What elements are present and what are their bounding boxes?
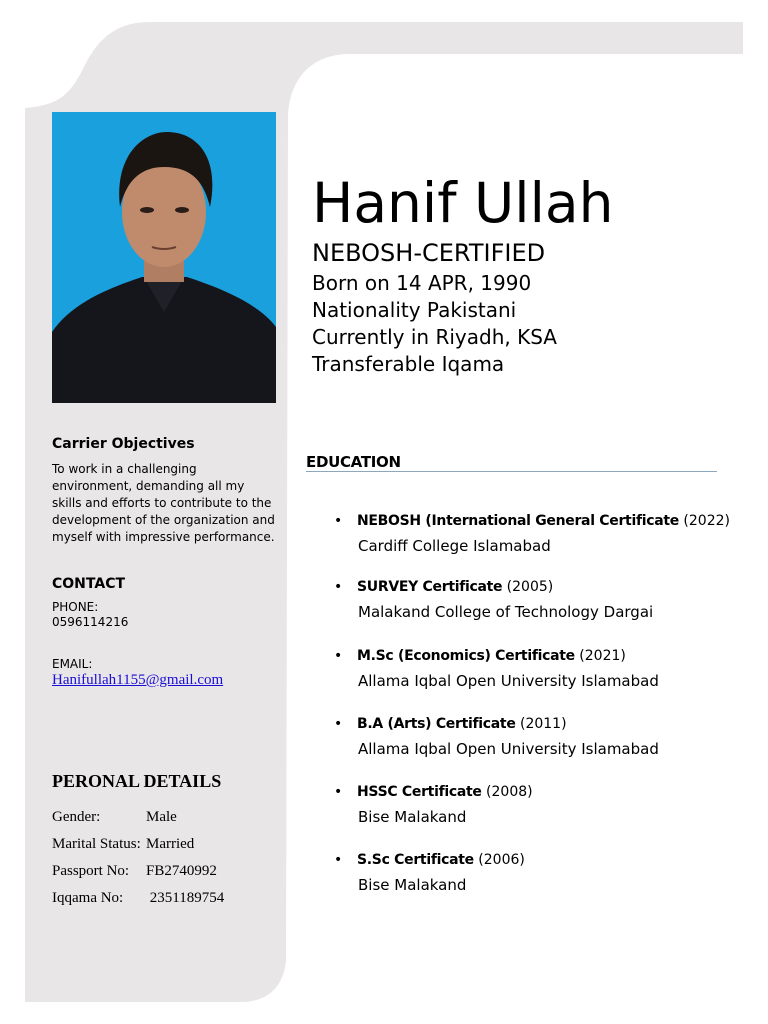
- institution: Bise Malakand: [358, 808, 467, 826]
- education-item: [334, 852, 734, 894]
- bullet-icon: •: [334, 648, 343, 664]
- nationality: Nationality Pakistani: [312, 298, 517, 322]
- bullet-icon: •: [334, 784, 343, 800]
- personal-label: Gender:: [52, 809, 101, 825]
- certificate-name: B.A (Arts) Certificate: [357, 716, 516, 732]
- certificate-name: HSSC Certificate: [357, 784, 482, 800]
- objectives-heading: Carrier Objectives: [52, 436, 195, 452]
- personal-summary: [312, 270, 557, 378]
- personal-value: Male: [146, 809, 177, 825]
- certificate-year: (2008): [481, 784, 533, 800]
- profile-photo: [52, 112, 276, 403]
- education-item: [334, 784, 734, 826]
- bullet-icon: •: [334, 716, 343, 732]
- certificate-year: (2022): [678, 513, 730, 529]
- personal-value: Married: [146, 836, 195, 852]
- personal-label: Marital Status:: [52, 836, 141, 852]
- certificate-name: NEBOSH (International General Certificate: [357, 513, 679, 529]
- personal-label: Passport No:: [52, 863, 130, 879]
- certificate-name: M.Sc (Economics) Certificate: [357, 648, 575, 664]
- person-portrait-icon: [52, 112, 276, 403]
- institution: Cardiff College Islamabad: [358, 537, 551, 555]
- certificate-year: (2006): [473, 852, 525, 868]
- personal-value: FB2740992: [146, 863, 217, 879]
- institution: Malakand College of Technology Dargai: [358, 603, 654, 621]
- bullet-icon: •: [334, 513, 343, 529]
- current-location: Currently in Riyadh, KSA: [312, 325, 557, 349]
- personal-row-passport: [52, 863, 217, 880]
- education-item: [334, 648, 734, 690]
- certificate-name: S.Sc Certificate: [357, 852, 474, 868]
- institution: Allama Iqbal Open University Islamabad: [358, 672, 659, 690]
- education-divider: [306, 471, 717, 472]
- certificate-name: SURVEY Certificate: [357, 579, 503, 595]
- institution: Bise Malakand: [358, 876, 467, 894]
- personal-label: Iqqama No:: [52, 890, 124, 906]
- personal-value: 2351189754: [146, 890, 225, 906]
- iqama-status: Transferable Iqama: [312, 352, 505, 376]
- personal-row-gender: [52, 809, 177, 826]
- email-label: EMAIL:: [52, 657, 93, 671]
- professional-title: NEBOSH-CERTIFIED: [312, 239, 546, 267]
- education-item: [334, 579, 734, 621]
- bullet-icon: •: [334, 852, 343, 868]
- certificate-year: (2011): [515, 716, 567, 732]
- full-name: Hanif Ullah: [312, 171, 614, 235]
- education-item: [334, 716, 734, 758]
- contact-heading: CONTACT: [52, 576, 126, 592]
- personal-row-iqama: [52, 890, 224, 907]
- certificate-year: (2005): [502, 579, 554, 595]
- certificate-year: (2021): [574, 648, 626, 664]
- institution: Allama Iqbal Open University Islamabad: [358, 740, 659, 758]
- personal-details-heading: PERONAL DETAILS: [52, 771, 222, 791]
- objectives-text: To work in a challenging environment, demanding all my skills and efforts to contribute to the development of the organization and myself with impressive performance.: [52, 462, 275, 544]
- phone-label: PHONE:: [52, 600, 99, 614]
- birth-date: Born on 14 APR, 1990: [312, 271, 532, 295]
- education-heading: EDUCATION: [306, 453, 401, 471]
- personal-row-marital: [52, 836, 194, 853]
- email-link[interactable]: Hanifullah1155@gmail.com: [52, 672, 224, 688]
- phone-number: 0596114216: [52, 615, 129, 629]
- education-item: [334, 513, 734, 555]
- bullet-icon: •: [334, 579, 343, 595]
